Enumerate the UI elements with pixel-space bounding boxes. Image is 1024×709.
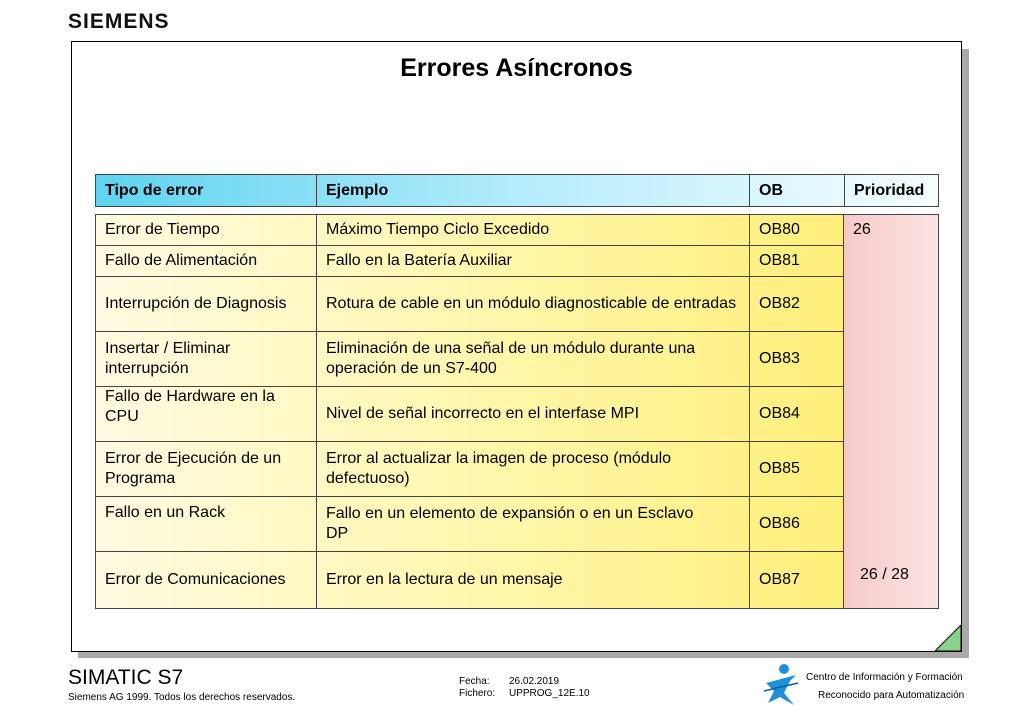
training-center-emblem-icon [760, 663, 802, 707]
table-row-ejemplo: Error al actualizar la imagen de proceso (módulo defectuoso) [326, 450, 672, 487]
table-row-tipo: Fallo de Alimentación [105, 252, 258, 269]
table-row-tipo: Fallo en un Rack [105, 504, 226, 521]
slide [71, 41, 962, 652]
header-prioridad: Prioridad [854, 182, 925, 199]
product-name: SIMATIC S7 [68, 666, 184, 689]
table-row-ob: OB84 [759, 405, 800, 422]
priority-column [843, 214, 939, 609]
page-corner-fold-icon [935, 625, 961, 651]
table-row-ob: OB85 [759, 460, 800, 477]
table-row-ob: OB82 [759, 295, 800, 312]
table-row-ejemplo: Máximo Tiempo Ciclo Excedido [326, 221, 550, 238]
table-row-ob: OB83 [759, 350, 800, 367]
table-row-tipo: Error de Comunicaciones [105, 571, 286, 588]
table-row-tipo: Interrupción de Diagnosis [105, 295, 287, 312]
table-row-tipo: Fallo de Hardware en la CPU [105, 388, 275, 425]
siemens-logo: SIEMENS [68, 10, 170, 33]
copyright: Siemens AG 1999. Todos los derechos reservados. [68, 692, 296, 703]
date-value: 26.02.2019 [509, 676, 560, 687]
header-tipo: Tipo de error [105, 182, 204, 199]
table-row-tipo: Error de Ejecución de un Programa [105, 450, 282, 487]
table-row-ejemplo: Fallo en un elemento de expansión o en un Esclavo DP [326, 505, 694, 542]
table-row-ejemplo: Fallo en la Batería Auxiliar [326, 252, 512, 269]
table-header [95, 174, 939, 207]
file-label: Fichero: [459, 688, 496, 699]
table-row-ejemplo: Nivel de señal incorrecto en el interfase MPI [326, 405, 640, 422]
center-label: Centro de Información y Formación [806, 672, 963, 683]
table-row-ob: OB86 [759, 515, 800, 532]
page-title: Errores Asíncronos [400, 54, 633, 82]
table-row-ejemplo: Eliminación de una señal de un módulo durante una operación de un S7-400 [326, 340, 696, 377]
priority-bottom-value: 26 / 28 [860, 566, 909, 583]
table-row-tipo: Error de Tiempo [105, 221, 220, 238]
table-row-tipo: Insertar / Eliminar interrupción [105, 340, 231, 377]
table-row-ejemplo: Rotura de cable en un módulo diagnosticable de entradas [326, 295, 737, 312]
file-value: UPPROG_12E.10 [509, 688, 590, 699]
recognized-label: Reconocido para Automatización [818, 690, 965, 701]
header-ejemplo: Ejemplo [326, 182, 389, 199]
table-row-ob: OB81 [759, 252, 800, 269]
priority-top-value: 26 [853, 221, 871, 238]
table-row-ob: OB80 [759, 221, 800, 238]
header-ob: OB [759, 182, 783, 199]
table-row-ejemplo: Error en la lectura de un mensaje [326, 571, 563, 588]
error-table [95, 214, 849, 609]
date-label: Fecha: [459, 676, 490, 687]
table-row-ob: OB87 [759, 571, 800, 588]
